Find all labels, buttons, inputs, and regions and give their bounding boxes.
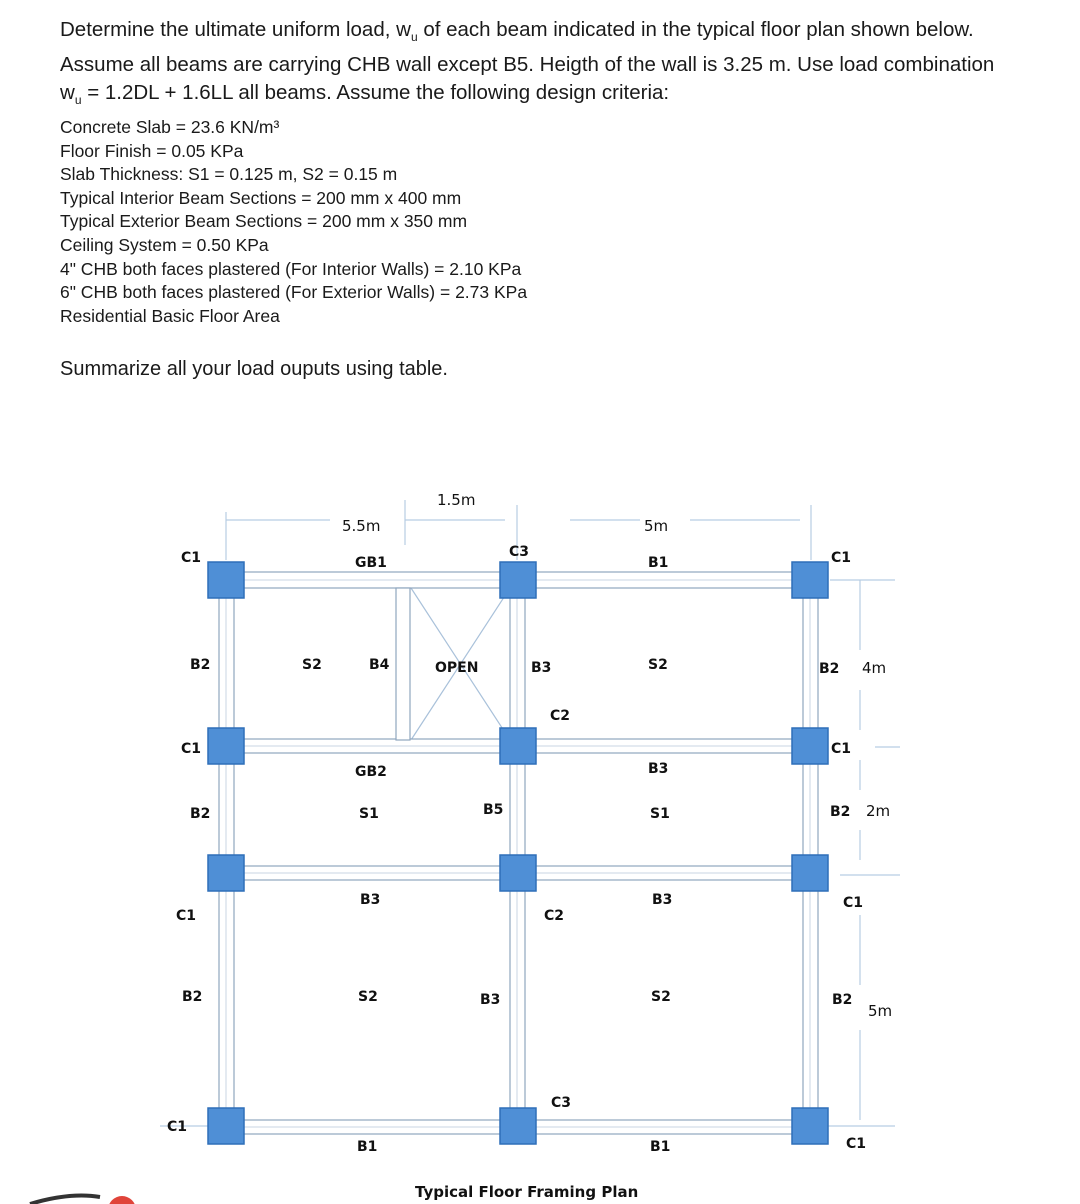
label-c3: C3 — [551, 1095, 572, 1111]
label-b3: B3 — [360, 892, 381, 908]
dim-right-top: 4m — [862, 659, 887, 677]
dim-top-right: 5m — [644, 517, 669, 535]
label-c1: C1 — [831, 741, 852, 757]
criteria-line: Ceiling System = 0.50 KPa — [60, 234, 269, 255]
summary-instruction: Summarize all your load ouputs using table. — [60, 358, 448, 380]
label-b2: B2 — [819, 661, 840, 677]
column — [208, 562, 244, 598]
column — [208, 728, 244, 764]
criteria-line: Concrete Slab = 23.6 KN/m³ — [60, 117, 280, 137]
label-b3: B3 — [648, 761, 669, 777]
column — [500, 728, 536, 764]
label-c1: C1 — [846, 1136, 867, 1152]
label-b2: B2 — [190, 657, 211, 673]
label-b4: B4 — [369, 657, 390, 673]
label-b2: B2 — [190, 806, 211, 822]
column — [208, 1108, 244, 1144]
label-c1: C1 — [181, 550, 202, 566]
label-s2: S2 — [302, 657, 322, 673]
plan-caption: Typical Floor Framing Plan — [415, 1183, 639, 1201]
label-gb1: GB1 — [355, 555, 387, 571]
label-b3: B3 — [480, 992, 501, 1008]
criteria-line: 6" CHB both faces plastered (For Exterior Walls) = 2.73 KPa — [60, 282, 528, 303]
label-c1: C1 — [831, 550, 852, 566]
cropped-mark — [30, 1196, 100, 1204]
dim-right-bot: 5m — [868, 1002, 893, 1020]
label-c1: C1 — [181, 741, 202, 757]
label-b1: B1 — [650, 1139, 671, 1155]
column — [500, 855, 536, 891]
column — [500, 1108, 536, 1144]
criteria-line: Residential Basic Floor Area — [60, 305, 280, 326]
label-s1: S1 — [650, 806, 670, 822]
criteria-line: Typical Interior Beam Sections = 200 mm x 400 mm — [60, 187, 462, 208]
label-b1: B1 — [357, 1139, 378, 1155]
problem-statement: Determine the ultimate uniform load, $w_u$ of each beam indicated in the typical floor plan shown below. Assume all beams are carrying CHB wall except B5. Heigth of the wall is 3.25 m. Use load combination $w_u = 1.2DL + 1.6LL$ all beams. Assume the following design criteria: — [60, 18, 995, 108]
criteria-line: Typical Exterior Beam Sections = 200 mm x 350 mm — [60, 211, 468, 232]
column — [792, 855, 828, 891]
beam-b4 — [396, 588, 410, 740]
label-c2: C2 — [544, 908, 565, 924]
column — [792, 728, 828, 764]
label-c3: C3 — [509, 544, 530, 560]
column — [792, 562, 828, 598]
dim-right-mid: 2m — [866, 802, 891, 820]
label-c1: C1 — [843, 895, 864, 911]
label-gb2: GB2 — [355, 764, 387, 780]
label-c2: C2 — [550, 708, 571, 724]
label-c1: C1 — [167, 1119, 188, 1135]
dim-top-left: 5.5m — [342, 517, 381, 535]
cropped-red-dot — [108, 1196, 136, 1204]
label-b3: B3 — [531, 660, 552, 676]
label-b1: B1 — [648, 555, 669, 571]
criteria-line: Slab Thickness: S1 = 0.125 m, S2 = 0.15 m — [60, 164, 398, 185]
label-c1: C1 — [176, 908, 197, 924]
label-open: OPEN — [435, 660, 479, 676]
column — [792, 1108, 828, 1144]
dim-top-mid: 1.5m — [437, 491, 476, 509]
criteria-line: Floor Finish = 0.05 KPa — [60, 140, 244, 161]
label-s2: S2 — [648, 657, 668, 673]
column — [208, 855, 244, 891]
label-b5: B5 — [483, 802, 504, 818]
criteria-line: 4" CHB both faces plastered (For Interior Walls) = 2.10 KPa — [60, 258, 522, 279]
label-b3: B3 — [652, 892, 673, 908]
label-s1: S1 — [359, 806, 379, 822]
label-b2: B2 — [832, 992, 853, 1008]
column — [500, 562, 536, 598]
label-s2: S2 — [651, 989, 671, 1005]
label-b2: B2 — [182, 989, 203, 1005]
label-s2: S2 — [358, 989, 378, 1005]
label-b2: B2 — [830, 804, 851, 820]
